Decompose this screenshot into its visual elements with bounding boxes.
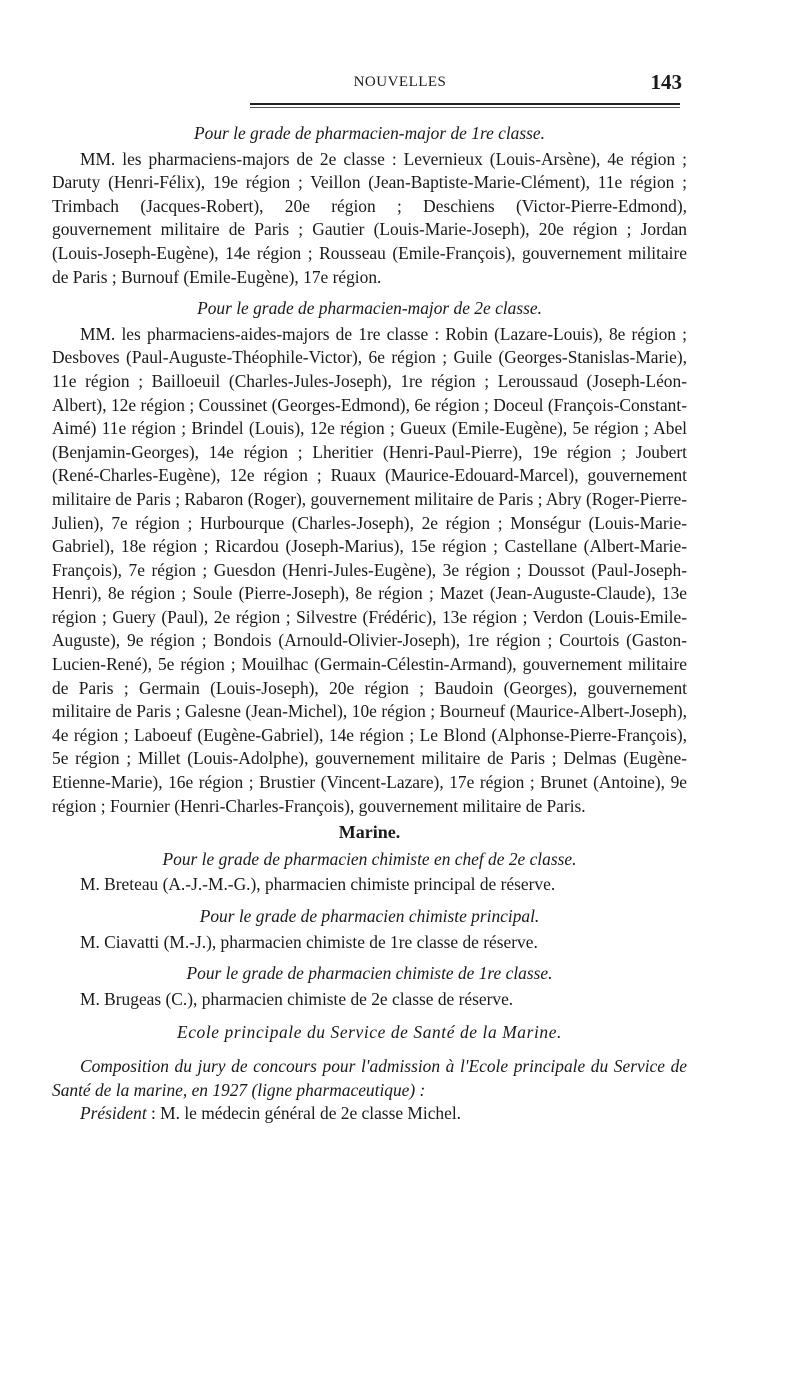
section-heading-chimiste-chef: Pour le grade de pharmacien chimiste en chef de 2e classe. [162, 848, 577, 869]
president-label: Président [80, 1103, 147, 1124]
page-body [52, 120, 687, 1126]
promotion-chimiste-chef: M. Breteau (A.-J.-M.-G.), pharmacien chimiste principal de réserve. [80, 874, 556, 895]
header-rule [250, 103, 680, 105]
page-number: 143 [650, 70, 682, 94]
marine-heading: Marine. [338, 822, 401, 843]
promotion-chimiste-1re: M. Brugeas (C.), pharmacien chimiste de 2e classe de réserve. [80, 988, 514, 1009]
section-heading-major-1: Pour le grade de pharmacien-major de 1re classe. [194, 123, 545, 143]
header-rule-thin [250, 107, 680, 108]
jury-president [52, 1102, 687, 1126]
section-heading-major-2: Pour le grade de pharmacien-major de 2e classe. [197, 298, 542, 319]
running-head [0, 70, 800, 96]
ecole-heading: Ecole principale du Service de Santé de la Marine. [177, 1022, 562, 1043]
promotion-list-major-1: MM. les pharmaciens-majors de 2e classe : Levernieux (Louis-Arsène), 4e région ; Daruty (Henri-Félix), 19e région ; Veillon (Jean-Baptiste-Marie-Clément), 11e région ; Trimbach (Jacques-Robert), 20e région ; Deschiens (Victor-Pierre-Edmond), gouvernement militaire de Paris ; Gautier (Louis-Marie-Joseph), 20e région ; Jordan (Louis-Joseph-Eugène), 14e région ; Rousseau (Emile-François), gouvernement militaire de Paris ; Burnouf (Emile-Eugène), 17e région. [52, 148, 687, 287]
president-text: : M. le médecin général de 2e classe Michel. [146, 1103, 462, 1124]
section-heading-chimiste-principal: Pour le grade de pharmacien chimiste principal. [199, 906, 540, 926]
jury-composition: Composition du jury de concours pour l'admission à l'Ecole principale du Service de Santé de la marine, en 1927 (ligne pharmaceutique) : [52, 1055, 687, 1100]
section-heading-chimiste-1re: Pour le grade de pharmacien chimiste de 1re classe. [186, 963, 553, 984]
promotion-list-major-2: MM. les pharmaciens-aides-majors de 1re classe : Robin (Lazare-Louis), 8e région ; Desboves (Paul-Auguste-Théophile-Victor), 6e région ; Guile (Georges-Stanislas-Marie), 11e région ; Bailloeuil (Charles-Jules-Joseph), 1re région ; Leroussaud (Joseph-Léon-Albert), 12e région ; Coussinet (Georges-Edmond), 6e région ; Doceul (François-Constant-Aimé) 11e région ; Brindel (Louis), 12e région ; Gueux (Emile-Eugène), 5e région ; Abel (Benjamin-Georges), 14e région ; Lheritier (Henri-Paul-Pierre), 19e région ; Joubert (René-Charles-Eugène), 12e région ; Ruaux (Maurice-Edouard-Marcel), gouvernement militaire de Paris ; Rabaron (Roger), gouvernement militaire de Paris ; Abry (Roger-Pierre-Julien), 7e région ; Hurbourque (Charles-Joseph), 2e région ; Monségur (Louis-Marie-Gabriel), 18e région ; Ricardou (Joseph-Marius), 15e région ; Castellane (Albert-Marie-François), 7e région ; Guesdon (Henri-Jules-Eugène), 3e région ; Doussot (Paul-Joseph-Henri), 8e région ; Soule (Pierre-Joseph), 8e région ; Mazet (Jean-Auguste-Claude), 13e région ; Guery (Paul), 2e région ; Silvestre (Frédéric), 13e région ; Verdon (Louis-Emile-Auguste), 9e région ; Bondois (Arnould-Olivier-Joseph), 1re région ; Courtois (Gaston-Lucien-René), 5e région ; Mouilhac (Germain-Célestin-Armand), gouvernement militaire de Paris ; Germain (Louis-Joseph), 20e région ; Baudoin (Georges), gouvernement militaire de Paris ; Galesne (Jean-Michel), 10e région ; Bourneuf (Maurice-Albert-Joseph), 4e région ; Laboeuf (Eugène-Gabriel), 14e région ; Le Blond (Alphonse-Pierre-François), 5e région ; Millet (Louis-Adolphe), gouvernement militaire de Paris ; Delmas (Eugène-Etienne-Marie), 16e région ; Brustier (Vincent-Lazare), 17e région ; Brunet (Antoine), 9e région ; Fournier (Henri-Charles-François), gouvernement militaire de Paris. [52, 323, 687, 816]
running-title: NOUVELLES [353, 74, 447, 90]
promotion-chimiste-principal: M. Ciavatti (M.-J.), pharmacien chimiste de 1re classe de réserve. [80, 931, 538, 952]
